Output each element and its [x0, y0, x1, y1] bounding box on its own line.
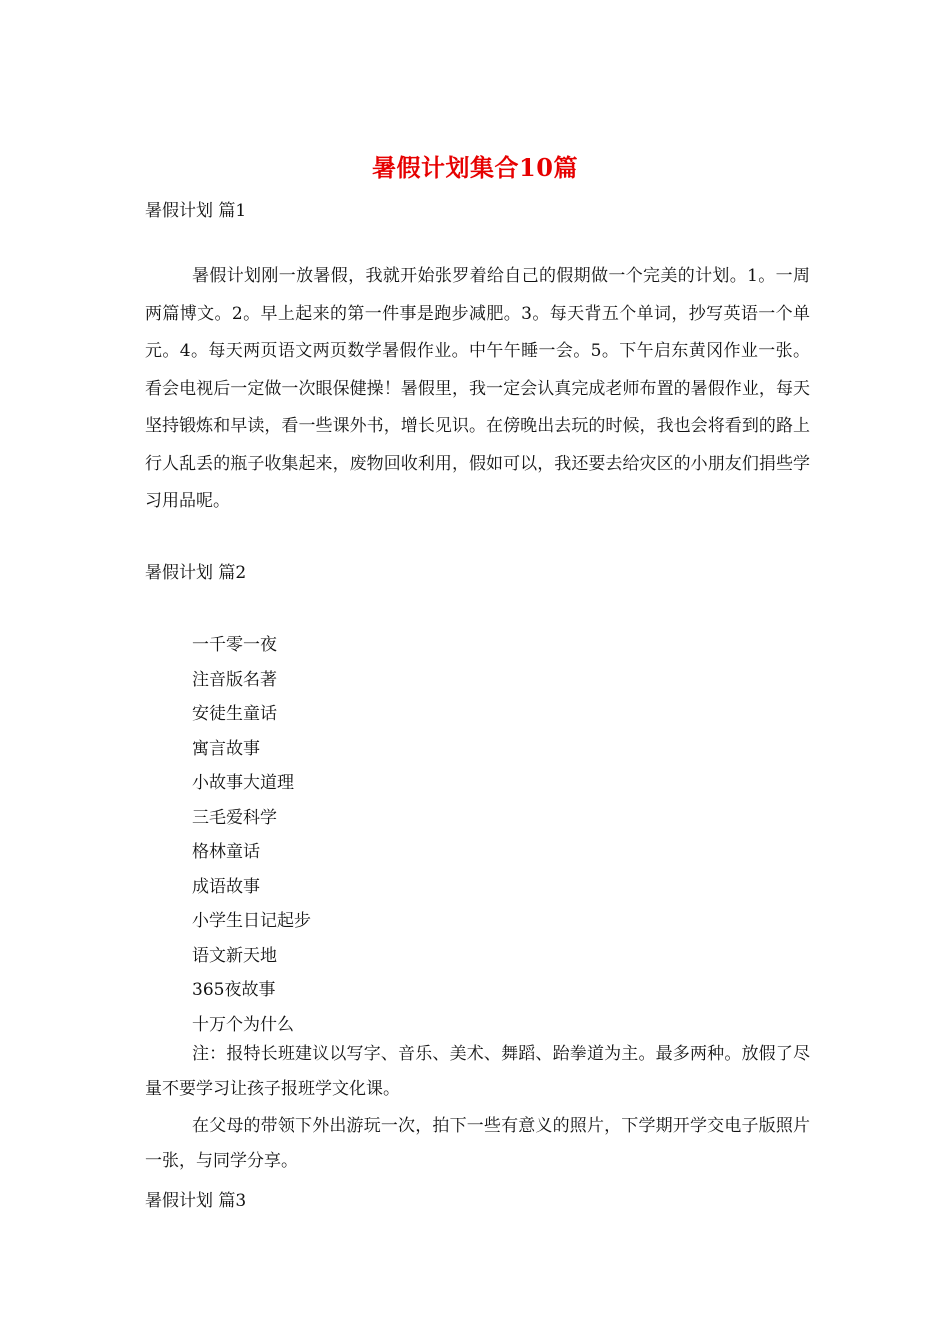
list-item: 十万个为什么: [192, 1014, 294, 1035]
list-item: 小故事大道理: [192, 773, 294, 793]
section-1-paragraph: 暑假计划刚一放暑假，我就开始张罗着给自己的假期做一个完美的计划。1。一周两篇博文。2。早上起来的第一件事是跑步减肥。3。每天背五个单词，抄写英语一个单元。4。每天两页语文两页数学暑假作业。中午午睡一会。5。下午启东黄冈作业一张。 看会电视后一定做一次眼保健操！暑假里，我一定会认真完成老师布置的暑假作业，每天坚持锻炼和早读，看一些课外书，增长见识。在傍晚出去玩的时候，我也会将看到的路上行人乱丢的瓶子收集起来，废物回收利用，假如可以，我还要去给灾区的小朋友们捐些学习用品呢。: [145, 266, 810, 511]
list-item: 注音版名著: [192, 669, 277, 690]
list-item: 一千零一夜: [192, 635, 277, 655]
list-item: 语文新天地: [192, 945, 277, 966]
list-item: 寓言故事: [192, 738, 260, 759]
document-title: 暑假计划集合10篇: [372, 153, 578, 182]
book-list: [192, 628, 311, 1042]
list-item: 成语故事: [192, 876, 260, 897]
list-item: 小学生日记起步: [192, 911, 311, 931]
section-heading-1: 暑假计划 篇1: [145, 201, 247, 221]
section-2-trip-paragraph: 在父母的带领下外出游玩一次，拍下一些有意义的照片，下学期开学交电子版照片一张，与同学分享。: [145, 1116, 810, 1171]
list-item: 三毛爱科学: [192, 807, 277, 828]
section-2-note-paragraph: 注：报特长班建议以写字、音乐、美术、舞蹈、跆拳道为主。最多两种。放假了尽量不要学习让孩子报班学文化课。: [145, 1044, 810, 1099]
list-item: 365夜故事: [192, 980, 276, 1000]
list-item: 格林童话: [192, 842, 260, 862]
section-heading-2: 暑假计划 篇2: [145, 563, 247, 583]
section-heading-3: 暑假计划 篇3: [145, 1191, 247, 1211]
list-item: 安徒生童话: [192, 704, 277, 724]
